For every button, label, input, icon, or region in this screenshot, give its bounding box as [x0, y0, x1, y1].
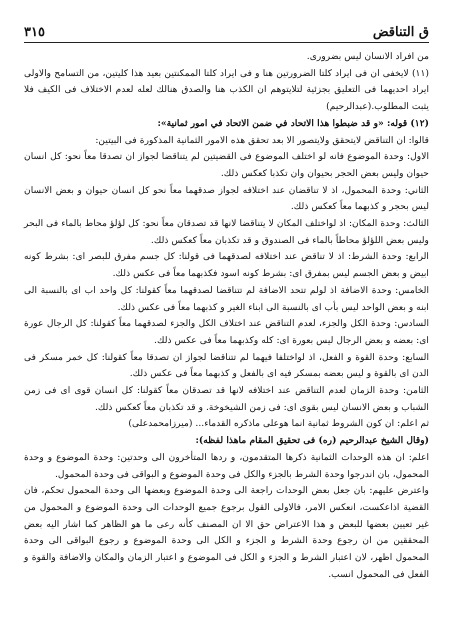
header-rule	[24, 42, 429, 43]
paragraph: الخامس: وحدة الاضافة اذ لولم تتحد الاضافة لم تتناقضا لصدقهما معاً كقولنا: كل واحد اب اى بالنسبة الى ابنه و بعض الواحد ليس بأب اى بالنسبة الى ابناء الغير و كذبهما معاً فى عكس ذلك.	[24, 284, 429, 313]
commentary-heading: (١٢) قوله: «و قد ضبطوا هذا الاتحاد في ضمن الاتحاد في امور ثمانية»:	[157, 117, 429, 129]
page-body	[24, 49, 429, 584]
running-title: ق التناقض	[372, 25, 429, 40]
paragraph: قالوا: ان التناقض لايتحقق ولايتصور الا بعد تحقق هذه الامور الثمانية المذكورة فى البيتين:	[95, 134, 429, 146]
paragraph: السادس: وحدة الكل والجزء، لعدم التناقض عند اختلاف الكل والجزء لصدقهما معاً كقولنا: كل الرجال عورة اى: بعضه و بعض الرجال ليس بعورة اى: كله وكذبهما معاً فى عكس ذلك.	[24, 318, 429, 346]
paragraph: ثم اعلم: ان كون الشروط ثمانية انما هوعلى ماذكره القدماء... (ميرزامحمدعلى)	[128, 418, 429, 430]
page-number: ٣١٥	[24, 25, 45, 40]
section-heading: (وقال الشيخ عبدالرحيم (ره) فى تحقيق المقام ماهذا لفظه):	[195, 435, 429, 447]
paragraph: واعترض عليهم: بان جعل بعض الوحدات راجعة الى وحدة الموضوع وبعضها الى وحدة المحمول تحكم، فان القضية اذاعكست، انعكس الامر، فالاولى القول برجوع جميع الوحدات الى وحدة الموضوع و المحمول من غير تعيين بعضها للبعض و هذا الاعتراض حق الا ان المصنف كأنه رعى ما هو الظاهر كما اشار اليه بعض المحققين من ان رجوع وحدة الشرط و الجزء و الكل الى وحدة الموضوع و رجوع البواقى الى وحدة المحمول اظهر، لان اعتبار الشرط و الجزء و الكل فى الموضوع و اعتبار الزمان والمكان والاضافة والقوة و الفعل فى المحمول انسب.	[24, 485, 429, 580]
paragraph: الاول: وحدة الموضوع فانه لو اختلف الموضوع فى القضيتين لم يتناقضا لجواز ان تصدقا معاً نحو: كل انسان حيوان وليس بعض الحجر بحيوان وان تكذبا كعكس ذلك.	[24, 151, 429, 179]
paragraph: الثاني: وحدة المحمول، اذ لا تناقضان عند اختلافه لجواز صدقهما معاً نحو كل انسان حيوان و بعض الانسان ليس بحجر و كذبهما معاً كعكس ذلك.	[24, 184, 429, 213]
page-header	[24, 18, 429, 40]
paragraph: الثامن: وحدة الزمان لعدم التناقض عند اختلافه لانها قد تصدقان معاً كقولنا: كل انسان قوى اى فى زمن الشباب و بعض الانسان ليس بقوى اى: فى زمن الشيخوخة. و قد تكذبان معاً كعكس ذلك.	[24, 385, 429, 413]
paragraph: اعلم: ان هذه الوحدات الثمانية ذكرها المتقدمون، و ردها المتأخرون الى وحدتين: وحدة الموضوع و وحدة المحمول، بان اندرجوا وحدة الشرط بالجزء والكل فى وحدة الموضوع و البواقى فى وحدة المحمول.	[24, 451, 429, 480]
paragraph: الثالث: وحدة المكان: اذ لواختلف المكان لا يتناقضا لانها قد تصدقان معاً نحو: كل لؤلؤ محاط بالماء فى البحر وليس بعض اللؤلؤ محاطاً بالماء فى الصندوق و قد تكذبان معاً كعكس ذلك.	[24, 218, 429, 246]
paragraph: السابع: وحدة القوة و الفعل، اذ لواختلفا فيهما لم تتناقضا لجواز ان تصدقا معاً كقولنا: كل خمر مسكر فى الدن اى بالقوة و ليس بعضه بمسكر فيه اى بالفعل و كذبهما معاً فى عكس ذلك.	[24, 351, 429, 380]
paragraph: الرابع: وحدة الشرط: اذ لا تناقض عند اختلافه لصدقهما فى قولنا: كل جسم مفرق للبصر اى: بشرط كونه ابيض و بعض الجسم ليس بمفرق اى: بشرط كونه اسود فكذبهما معاً فى عكس ذلك.	[24, 251, 429, 280]
paragraph: (١١) لايخفى ان فى ايراد كلتا الضرورتين هنا و فى ايراد كلتا الممكنتين بعيد هذا كليتين، من التسامح والاولى ايراد احديهما فى التعليق بجزئية لتلايتوهم ان الكذب هنا والصدق هنالك لعله لعدم الاختلاف فى الكيف فلا يثبت المطلوب.(عبدالرحيم)	[24, 67, 429, 113]
paragraph: من افراد الانسان ليس بضرورى.	[306, 51, 429, 62]
